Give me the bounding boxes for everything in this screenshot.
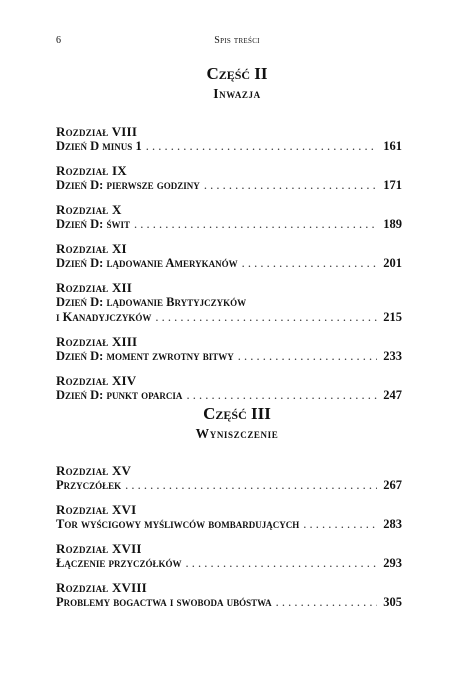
chapter-title: Łączenie przyczółków (56, 556, 182, 570)
chapter-label: Rozdział VIII (56, 124, 138, 139)
chapter-page: 201 (383, 256, 402, 270)
leader-dots (303, 517, 377, 532)
part-title: Część II (206, 64, 268, 83)
chapter-page: 247 (383, 388, 402, 402)
toc-entry[interactable] (56, 334, 402, 364)
chapter-label: Rozdział XVI (56, 502, 137, 517)
chapter-page: 293 (383, 556, 402, 570)
leader-dots (155, 310, 377, 325)
chapter-title: Dzień D: punkt oparcia (56, 388, 183, 402)
chapter-page: 233 (383, 349, 402, 363)
leader-dots (276, 595, 378, 610)
leader-dots (134, 217, 377, 232)
chapter-title: Dzień D minus 1 (56, 139, 142, 153)
part-subtitle: Inwazja (213, 86, 261, 101)
leader-dots (185, 556, 377, 571)
chapter-title: Dzień D: świt (56, 217, 130, 231)
leader-dots (125, 478, 377, 493)
chapter-label: Rozdział XVIII (56, 580, 147, 595)
chapter-title: Dzień D: lądowanie Amerykanów (56, 256, 238, 270)
toc-entry[interactable] (56, 373, 402, 403)
toc-entry[interactable] (56, 541, 402, 571)
toc-list-part-2 (56, 124, 402, 412)
chapter-title: Przyczółek (56, 478, 122, 492)
running-title: Spis treści (214, 35, 260, 46)
toc-entry[interactable] (56, 280, 402, 325)
part-title: Część III (203, 404, 271, 423)
chapter-page: 283 (383, 517, 402, 531)
leader-dots (242, 256, 378, 271)
chapter-page: 305 (383, 595, 402, 609)
chapter-page: 171 (383, 178, 402, 192)
part-subtitle: Wyniszczenie (195, 426, 279, 441)
chapter-title: Tor wyścigowy myśliwców bombardujących (56, 517, 300, 531)
running-header (56, 35, 418, 49)
toc-list-part-3 (56, 463, 402, 619)
toc-entry[interactable] (56, 124, 402, 154)
part-heading-3 (56, 404, 418, 442)
chapter-label: Rozdział X (56, 202, 122, 217)
chapter-label: Rozdział XVII (56, 541, 142, 556)
leader-dots (146, 139, 378, 154)
chapter-page: 267 (383, 478, 402, 492)
chapter-label: Rozdział IX (56, 163, 127, 178)
chapter-title: Dzień D: lądowanie Brytyjczyków (56, 295, 247, 309)
toc-entry[interactable] (56, 202, 402, 232)
chapter-title: Problemy bogactwa i swoboda ubóstwa (56, 595, 272, 609)
toc-entry[interactable] (56, 163, 402, 193)
chapter-title: Dzień D: pierwsze godziny (56, 178, 200, 192)
chapter-page: 215 (383, 310, 402, 324)
leader-dots (238, 349, 378, 364)
chapter-title: Dzień D: moment zwrotny bitwy (56, 349, 234, 363)
chapter-label: Rozdział XV (56, 463, 132, 478)
toc-entry[interactable] (56, 580, 402, 610)
chapter-title-continued: i Kanadyjczyków (56, 310, 152, 324)
chapter-label: Rozdział XI (56, 241, 127, 256)
page-number: 6 (56, 35, 61, 46)
toc-entry[interactable] (56, 241, 402, 271)
toc-entry[interactable] (56, 463, 402, 493)
part-heading-2 (56, 64, 418, 102)
chapter-page: 189 (383, 217, 402, 231)
chapter-label: Rozdział XIV (56, 373, 137, 388)
leader-dots (186, 388, 377, 403)
leader-dots (204, 178, 377, 193)
toc-entry[interactable] (56, 502, 402, 532)
chapter-page: 161 (383, 139, 402, 153)
chapter-label: Rozdział XIII (56, 334, 138, 349)
chapter-label: Rozdział XII (56, 280, 133, 295)
